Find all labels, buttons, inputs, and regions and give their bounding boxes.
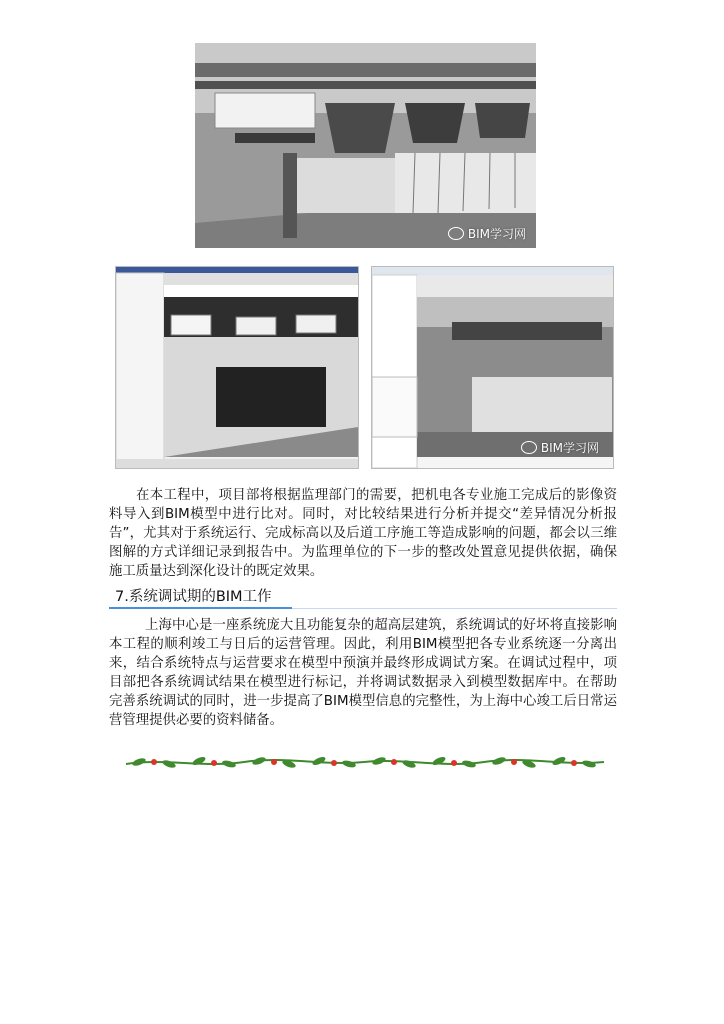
garland-divider [124, 752, 606, 772]
wechat-icon [521, 441, 537, 454]
watermark: BIM学习网 [448, 225, 526, 242]
duct-render-illustration [195, 43, 536, 248]
app-window-illustration-2 [372, 267, 613, 468]
bottom-right-screenshot [371, 266, 614, 469]
heading-rule [292, 608, 617, 609]
section-heading: 7.系统调试期的BIM工作 [115, 589, 272, 605]
paragraph-2: 上海中心是一座系统庞大且功能复杂的超高层建筑，系统调试的好坏将直接影响本工程的顺利竣工与日后的运营管理。因此，利用BIM模型把各专业系统逐一分离出来，结合系统特点与运营要求在模型中预演并最终形成调试方案。在调试过程中，项目部把各系统调试结果在模型进行标记，并将调试数据录入到模型数据库中。在帮助完善系统调试的同时，进一步提高了BIM模型信息的完整性，为上海中心竣工后日常运营管理提供必要的资料储备。 [109, 618, 617, 728]
bottom-left-screenshot [115, 266, 359, 469]
app-window-illustration [116, 267, 358, 468]
paragraph-1: 在本工程中，项目部将根据监理部门的需要，把机电各专业施工完成后的影像资料导入到BIM模型中进行比对。同时，对比较结果进行分析并提交“差异情况分析报告”，尤其对于系统运行、完成标高以及后道工序施工等造成影响的问题，都会以三维图解的方式详细记录到报告中。为监理单位的下一步的整改处置意见提供依据，确保施工质量达到深化设计的既定效果。 [109, 488, 617, 579]
top-photo [195, 43, 536, 248]
wechat-icon [448, 227, 464, 240]
heading-underline [109, 607, 292, 609]
watermark: BIM学习网 [521, 439, 599, 456]
